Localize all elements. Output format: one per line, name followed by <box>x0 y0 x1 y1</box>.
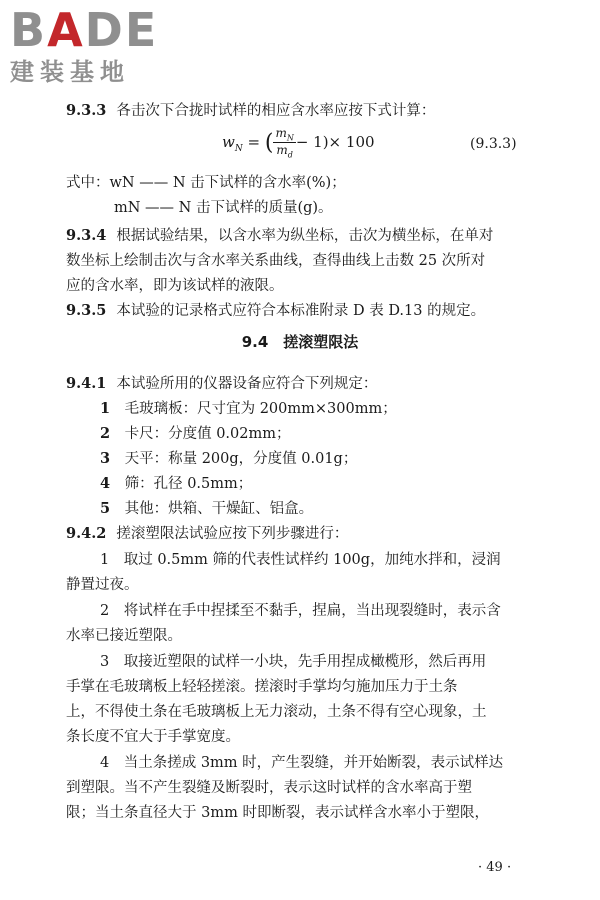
clause-number: 9.3.4 <box>66 227 107 244</box>
step-3-line-2: 手掌在毛玻璃板上轻轻搓滚。搓滚时手掌均匀施加压力于土条 <box>66 679 458 695</box>
equation-number: (9.3.3) <box>470 136 517 152</box>
fraction-denominator: m <box>276 143 288 158</box>
formula-lhs-sub: N <box>234 143 243 154</box>
list-item-number: 4 <box>100 475 111 492</box>
clause-text-line: 应的含水率，即为该试样的液限。 <box>66 278 284 294</box>
clause-9-4-2 <box>66 524 348 544</box>
clause-text: 搓滚塑限法试验应按下列步骤进行： <box>116 526 349 542</box>
logo-subtitle: 建装基地 <box>10 58 130 86</box>
step-4-line-2: 到塑限。当不产生裂缝及断裂时，表示这时试样的含水率高于塑 <box>66 780 472 796</box>
where-line-2: mN —— N 击下试样的质量(g)。 <box>114 200 333 216</box>
step-3-line-3: 上，不得使土条在毛玻璃板上无力滚动，土条不得有空心现象，土 <box>66 704 487 720</box>
list-item <box>100 499 313 519</box>
clause-number: 9.3.3 <box>66 102 107 119</box>
list-item <box>100 474 252 494</box>
brand-logo <box>10 4 180 92</box>
list-item-text: 天平：称量 200g，分度值 0.01g； <box>124 451 358 467</box>
list-item-text: 卡尺：分度值 0.02mm； <box>124 426 291 442</box>
step-1-line-1: 1 取过 0.5mm 筛的代表性试样约 100g，加纯水拌和，浸润 <box>100 552 501 568</box>
step-2-line-1: 2 将试样在手中捏揉至不黏手，捏扁，当出现裂缝时，表示含 <box>100 603 501 619</box>
clause-text: 本试验所用的仪器设备应符合下列规定： <box>116 376 378 392</box>
where-line-1: 式中：wN —— N 击下试样的含水率(%)； <box>66 175 346 191</box>
formula-rest: − 1)× 100 <box>295 132 375 151</box>
clause-text: 本试验的记录格式应符合本标准附录 D 表 D.13 的规定。 <box>116 303 486 319</box>
list-item <box>100 424 291 444</box>
step-2-line-2: 水率已接近塑限。 <box>66 628 182 644</box>
clause-9-3-4 <box>66 226 493 246</box>
list-item-text: 筛：孔径 0.5mm； <box>124 476 253 492</box>
section-heading: 9.4 搓滚塑限法 <box>241 333 359 351</box>
clause-text: 根据试验结果，以含水率为纵坐标，击次为横坐标，在单对 <box>116 228 494 244</box>
list-item <box>100 399 397 419</box>
list-item-text: 其他：烘箱、干燥缸、铝盒。 <box>124 501 314 517</box>
step-4-line-1: 4 当土条搓成 3mm 时，产生裂缝，并开始断裂，表示试样达 <box>100 755 504 771</box>
list-item <box>100 449 357 469</box>
list-item-text: 毛玻璃板：尺寸宜为 200mm×300mm； <box>124 401 397 417</box>
clause-number: 9.4.1 <box>66 375 107 392</box>
page-number: · 49 · <box>478 860 512 875</box>
fraction-numerator: m <box>275 126 287 140</box>
logo-brand: BADE <box>10 3 159 57</box>
formula-9-3-3: $w_N$ = ( $\frac{m_N}{m_d}$ − 1)× 100 <box>222 126 375 160</box>
fraction-denominator-sub: d <box>287 150 293 160</box>
formula-lhs: w <box>222 132 235 151</box>
clause-text: 各击次下合拢时试样的相应含水率应按下式计算： <box>116 103 436 119</box>
list-item-number: 2 <box>100 425 111 442</box>
clause-9-3-3 <box>66 101 435 121</box>
clause-text-line: 数坐标上绘制击次与含水率关系曲线，查得曲线上击数 25 次所对 <box>66 253 486 269</box>
list-item-number: 1 <box>100 400 111 417</box>
clause-number: 9.4.2 <box>66 525 107 542</box>
fraction-numerator-sub: N <box>286 133 294 143</box>
clause-number: 9.3.5 <box>66 302 107 319</box>
list-item-number: 3 <box>100 450 111 467</box>
step-3-line-4: 条长度不宜大于手掌宽度。 <box>66 729 240 745</box>
clause-9-4-1 <box>66 374 377 394</box>
list-item-number: 5 <box>100 500 111 517</box>
step-1-line-2: 静置过夜。 <box>66 577 139 593</box>
step-4-line-3: 限；当土条直径大于 3mm 时即断裂，表示试样含水率小于塑限， <box>66 805 489 821</box>
step-3-line-1: 3 取接近塑限的试样一小块，先手用捏成橄榄形，然后再用 <box>100 654 487 670</box>
clause-9-3-5 <box>66 301 485 321</box>
